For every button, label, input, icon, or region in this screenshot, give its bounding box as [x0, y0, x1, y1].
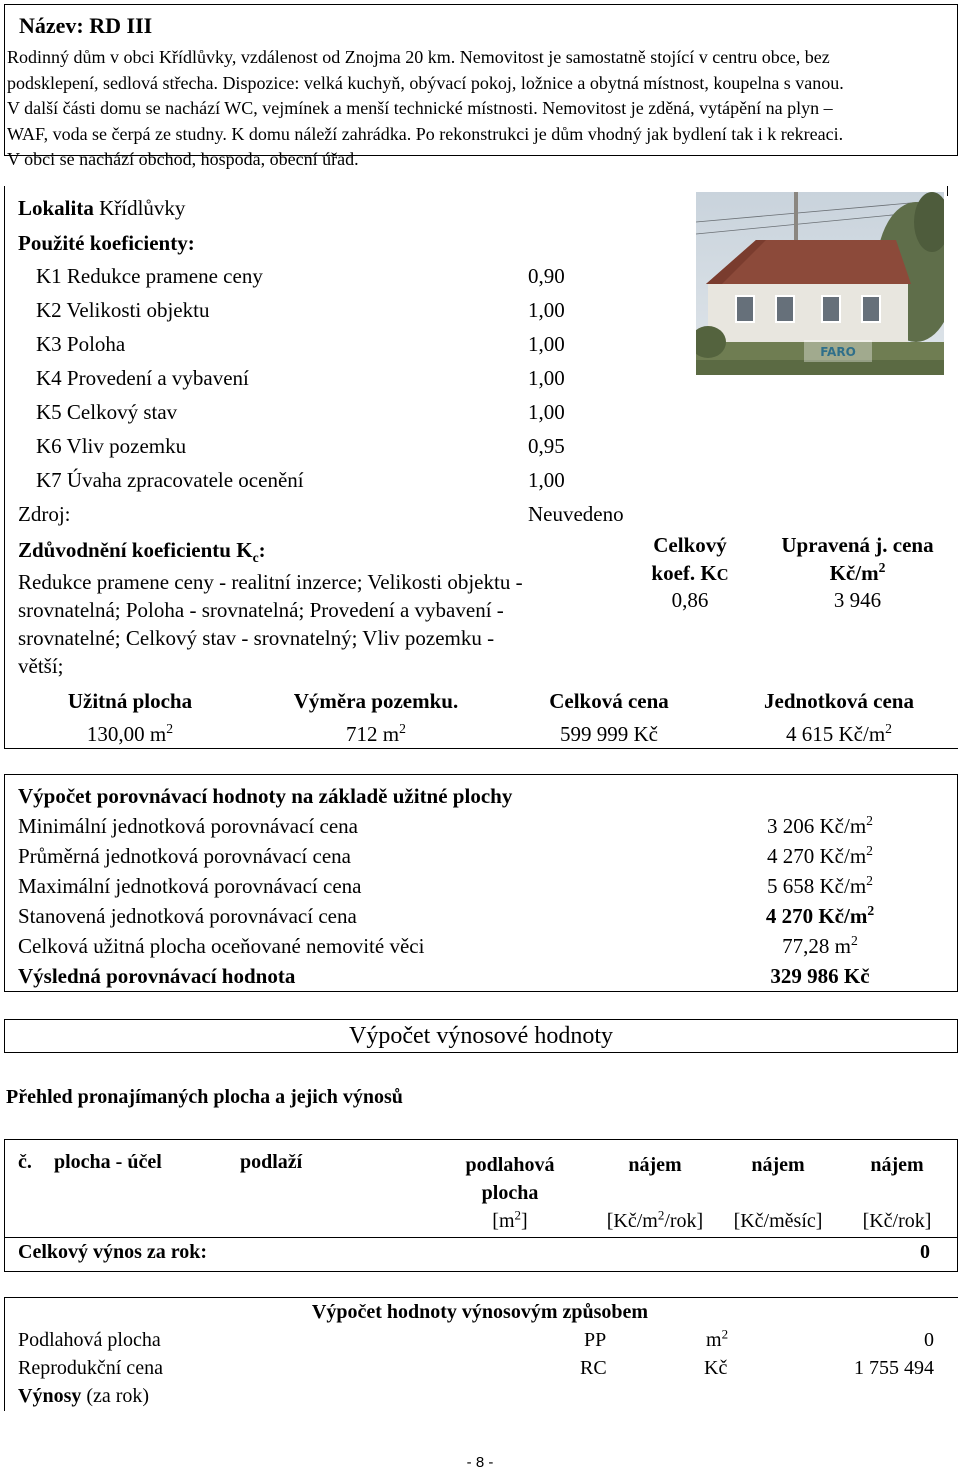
rent-col-area-purpose: plocha - účel	[54, 1151, 162, 1173]
rent-col-rent1-unit: $[Kč/m^2/rok]$	[606, 1207, 704, 1232]
comparison-row-value	[720, 874, 920, 899]
income-label-bold: Výnosy	[18, 1385, 82, 1407]
page-title: Název: RD III	[19, 13, 153, 38]
coefficient-name: K2 Velikosti objektu	[36, 298, 210, 322]
rent-col-rent2-unit: [Kč/měsíc]	[733, 1210, 823, 1232]
comparison-heading: Výpočet porovnávací hodnoty na základě užitné plochy	[18, 784, 513, 808]
rent-col-floor: podlaží	[240, 1151, 303, 1173]
comparison-row-label: Průměrná jednotková porovnávací cena	[18, 844, 351, 868]
summary-header-unit-price: Jednotková cena	[764, 689, 914, 713]
total-coef-label-line2	[620, 559, 760, 589]
house-photo	[696, 192, 944, 375]
comparison-value-text: 4 270 Kč/m	[765, 904, 868, 928]
yield-row-label: Podlahová plocha	[18, 1329, 161, 1351]
comparison-value-sup: 2	[866, 843, 873, 858]
adjusted-price-label-line2: $Kč/m^2$	[829, 560, 886, 585]
rent-floor-area-unit-text: [m	[492, 1210, 515, 1232]
adjusted-price-label	[765, 531, 950, 587]
yield-title: Výpočet výnosové hodnoty	[349, 1023, 613, 1049]
summary-useful-area-value: 130,00 m	[86, 722, 167, 746]
coefficient-name: K4 Provedení a vybavení	[36, 366, 249, 390]
coefficient-value: 0,95	[528, 434, 565, 458]
faro-logo: FARO	[820, 345, 856, 359]
comparison-value-text: 77,28 m	[782, 934, 851, 958]
rent-col-rent1-unit-end: /rok]	[664, 1210, 704, 1232]
comparison-value-sup: 2	[851, 933, 858, 948]
comparison-row-value	[720, 844, 920, 869]
justification-line: Redukce pramene ceny - realitní inzerce; Velikosti objektu -	[18, 570, 523, 594]
justification-line: srovnatelná; Poloha - srovnatelná; Provedení a vybavení -	[18, 598, 504, 622]
comparison-row-value: 329 986 Kč	[770, 964, 870, 988]
rent-col-rent2	[718, 1151, 838, 1235]
total-coef-label2-c: C	[716, 565, 729, 584]
justification-heading	[18, 538, 266, 566]
summary-unit-price-value: 4 615 Kč/m	[786, 722, 886, 746]
description-line: Rodinný dům v obci Křídlůvky, vzdálenost od Znojma 20 km. Nemovitost je samostatně stojící v centru obce, bez	[7, 47, 830, 67]
coefficient-value: 1,00	[528, 468, 565, 492]
comparison-row-label: Stanovená jednotková porovnávací cena	[18, 904, 357, 928]
comparison-row-value	[720, 814, 920, 839]
coefficients-heading: Použité koeficienty:	[18, 231, 195, 255]
justification-text	[18, 568, 523, 680]
locality-label: Lokalita	[18, 196, 94, 220]
rent-col-rent3-unit: [Kč/rok]	[862, 1210, 932, 1232]
description-line: WAF, voda se čerpá ze studny. K domu náleží zahrádka. Po rekonstrukci je dům vhodný jak bydlení tak i k rekreaci.	[7, 123, 844, 144]
yield-row-unit: Kč	[704, 1357, 728, 1379]
total-coef-label	[620, 531, 760, 589]
rent-col-floor-area-line2: plocha	[481, 1182, 539, 1204]
comparison-row-label: Výsledná porovnávací hodnota	[18, 964, 296, 988]
comparison-value-text: 3 206 Kč/m	[767, 814, 867, 838]
adjusted-price-value: 3 946	[833, 588, 882, 612]
justification-heading-end: :	[258, 538, 266, 562]
rent-col-rent1-label: nájem	[628, 1154, 682, 1176]
rent-col-no: č.	[18, 1151, 32, 1173]
description	[7, 45, 957, 173]
rent-col-rent2-label: nájem	[751, 1154, 805, 1176]
description-line: V obci se nachází obchod, hospoda, obecní úřad.	[7, 149, 359, 169]
comparison-value-sup: 2	[867, 903, 875, 918]
adjusted-price-label-line1: Upravená j. cena	[781, 533, 934, 557]
coefficient-name: K5 Celkový stav	[36, 400, 178, 424]
coefficients-box-top-right	[947, 186, 948, 196]
coefficient-value: 1,00	[528, 332, 565, 356]
adjusted-price-unit: Kč/m	[829, 561, 879, 585]
comparison-value-sup: 2	[866, 813, 873, 828]
coefficient-value: 0,90	[528, 264, 565, 288]
summary-total-price: 599 999 Kč	[560, 722, 658, 746]
summary-useful-area: 130,00 $m^2$	[86, 721, 174, 746]
comparison-row-value	[720, 904, 920, 929]
rent-col-floor-area-line1: podlahová	[465, 1154, 555, 1176]
locality	[18, 196, 185, 221]
justification-line: srovnatelné; Celkový stav - srovnatelný; Vliv pozemku -	[18, 626, 495, 650]
yield-row-unit: $m^2$	[706, 1326, 729, 1351]
summary-header-useful-area: Užitná plocha	[67, 689, 193, 713]
justification-line: větší;	[18, 654, 64, 678]
summary-header-total-price: Celková cena	[549, 689, 669, 713]
yield-row-unit-text: m	[706, 1329, 722, 1351]
income-label	[18, 1385, 149, 1408]
summary-land-area: 712 $m^2$	[346, 721, 406, 746]
coefficient-value: 1,00	[528, 366, 565, 390]
justification-heading-text: Zdůvodnění koeficientu K	[18, 538, 253, 562]
comparison-row-value	[720, 934, 920, 959]
house-photo-svg	[696, 192, 944, 375]
comparison-value-sup: 2	[866, 873, 873, 888]
coefficient-name: K3 Poloha	[36, 332, 126, 356]
rent-table-divider	[4, 1237, 958, 1238]
page-number: - 8 -	[466, 1454, 494, 1471]
rent-col-floor-area-unit: $[m^2]$	[492, 1207, 528, 1232]
rent-col-rent3-label: nájem	[870, 1154, 924, 1176]
locality-value: Křídlůvky	[99, 196, 186, 220]
income-label-rest: (za rok)	[86, 1385, 150, 1407]
total-coef-value: 0,86	[671, 588, 709, 612]
rent-total-value: 0	[920, 1241, 930, 1263]
comparison-row-label: Celková užitná plocha oceňované nemovité věci	[18, 934, 425, 958]
yield-row-abbr: RC	[580, 1357, 607, 1379]
yield-row-value: 1 755 494	[854, 1357, 934, 1379]
source-label: Zdroj:	[18, 502, 71, 526]
summary-land-area-value: 712 m	[346, 722, 400, 746]
yield-calc-heading: Výpočet hodnoty výnosovým způsobem	[311, 1301, 649, 1323]
summary-unit-price: 4 615 $Kč/m^2$	[786, 721, 892, 746]
coefficient-name: K1 Redukce pramene ceny	[36, 264, 263, 288]
yield-row-abbr: PP	[584, 1329, 607, 1351]
comparison-value-text: 5 658 Kč/m	[767, 874, 867, 898]
coefficient-value: 1,00	[528, 400, 565, 424]
yield-row-label: Reprodukční cena	[18, 1357, 163, 1379]
yield-title-box	[4, 1019, 958, 1053]
yield-row-value: 0	[924, 1329, 934, 1351]
source-value: Neuvedeno	[528, 502, 624, 526]
justification-heading-sub: c	[252, 550, 259, 566]
summary-header-land-area: Výměra pozemku.	[293, 689, 459, 713]
rent-total-label: Celkový výnos za rok:	[18, 1241, 208, 1263]
rent-col-floor-area	[440, 1151, 580, 1235]
rent-col-rent1	[590, 1151, 720, 1235]
coefficient-name: K6 Vliv pozemku	[36, 434, 187, 458]
comparison-row-label: Maximální jednotková porovnávací cena	[18, 874, 362, 898]
coefficient-value: 1,00	[528, 298, 565, 322]
comparison-value-text: 4 270 Kč/m	[767, 844, 867, 868]
total-coef-label-line1: Celkový	[653, 533, 727, 557]
rent-col-rent3	[846, 1151, 948, 1235]
rent-overview-heading: Přehled pronajímaných plocha a jejich výnosů	[6, 1086, 403, 1108]
coefficient-name: K7 Úvaha zpracovatele ocenění	[36, 468, 304, 492]
description-line: podsklepení, sedlová střecha. Dispozice: velká kuchyň, obývací pokoj, ložnice a obytná místnost, koupelna s vanou.	[7, 72, 844, 93]
rent-col-rent1-unit-text: [Kč/m	[606, 1210, 658, 1232]
total-coef-label2-text: koef. K	[651, 561, 717, 585]
header-box	[4, 4, 958, 169]
description-line: V další části domu se nachází WC, vejmínek a menší technické místnosti. Nemovitost je zděná, vytápění na plyn –	[7, 98, 833, 118]
comparison-row-label: Minimální jednotková porovnávací cena	[18, 814, 358, 838]
